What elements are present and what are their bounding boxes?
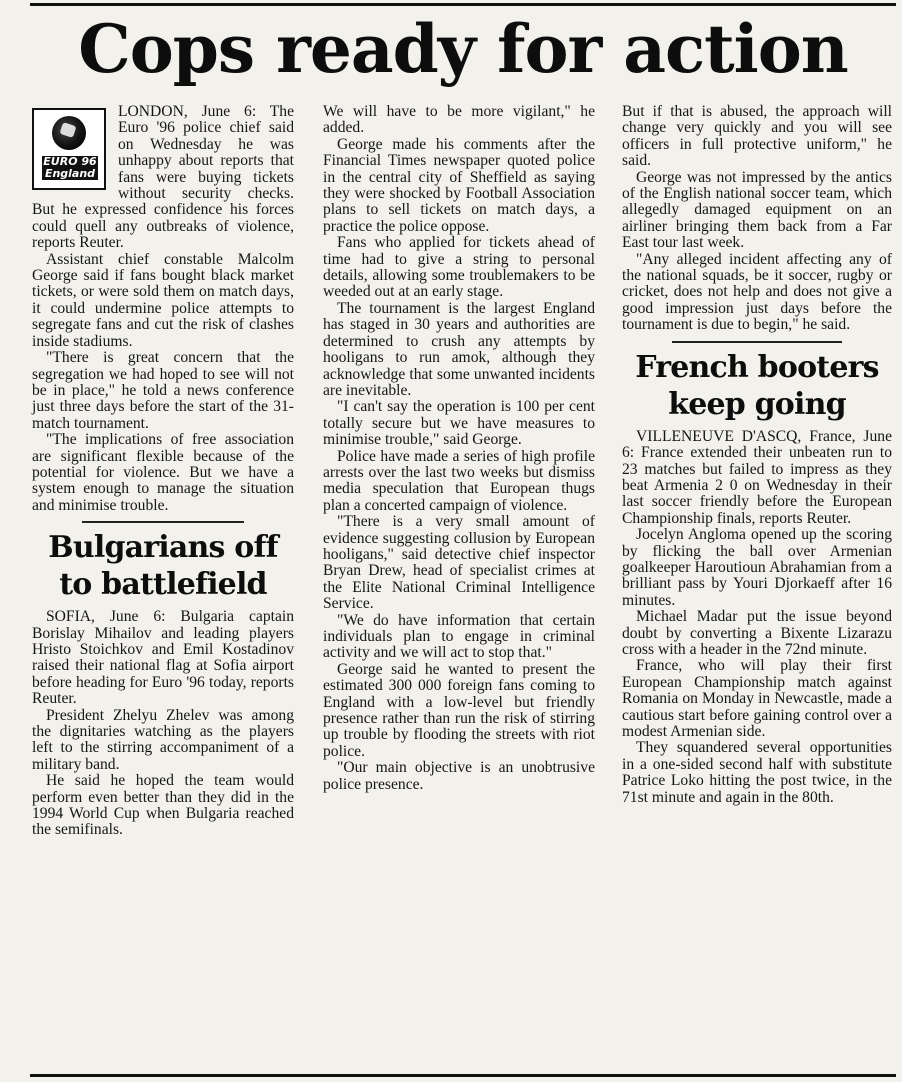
story1-paragraph: George said he wanted to present the estimated 300 000 foreign fans coming to England with a low-level but friendly presence rather than run the risk of stirring up trouble by flooding the streets with riot police.	[323, 660, 595, 760]
story1-paragraph: Assistant chief constable Malcolm George said if fans bought black market tickets, or were sold them on match days, it could undermine police attempts to segregate fans and cut the risk of clashes inside stadiums.	[32, 250, 294, 350]
story2-paragraph: SOFIA, June 6: Bulgaria captain Borislay Mihailov and leading players Hristo Stoichkov and Emil Kostadinov raised their national flag at Sofia airport before heading for Euro '96 today, reports Reuter.	[32, 608, 294, 708]
story2-paragraph: He said he hoped the team would perform even better than they did in the 1994 World Cup when Bulgaria reached the semifinals.	[32, 772, 294, 839]
story3-paragraph: VILLENEUVE D'ASCQ, France, June 6: France extended their unbeaten run to 23 matches but failed to impress as they beat Armenia 2 0 on Wednesday in their last soccer friendly before the European Championship finals, reports Reuter.	[622, 427, 892, 527]
story2-headline: Bulgarians off to battlefield	[48, 530, 278, 603]
story3-paragraph: Michael Madar put the issue beyond doubt by converting a Bixente Lizarazu cross with a header in the 72nd minute.	[622, 608, 892, 658]
column-1	[32, 104, 294, 839]
story3-paragraph: France, who will play their first European Championship match against Romania on Monday in Newcastle, made a cautious start before gaining control over a modest Armenian side.	[622, 657, 892, 740]
story1-paragraph: "There is a very small amount of evidence suggesting collusion by European hooligans," said detective chief inspector Bryan Drew, head of specialist crimes at the Elite National Criminal Intelligence Service.	[323, 513, 595, 613]
story3-headline: French booters keep going	[635, 349, 879, 422]
euro96-logo	[32, 108, 106, 190]
column-3	[622, 104, 892, 806]
column-2	[323, 104, 595, 793]
story1-paragraph: We will have to be more vigilant," he added.	[323, 103, 595, 137]
bottom-rule	[30, 1074, 896, 1077]
story1-paragraph: LONDON, June 6: The Euro '96 police chief said on Wednesday he was unhappy about reports that fans were buying tickets without security checks. But he expressed confidence his forces could quell any outbreaks of violence, reports Reuter.	[32, 103, 294, 252]
story2-paragraph: President Zhelyu Zhelev was among the dignitaries watching as the players left to the stirring accompaniment of a military band.	[32, 706, 294, 773]
story1-paragraph: George made his comments after the Financial Times newspaper quoted police in the central city of Sheffield as saying they were shocked by Football Association plans to sell tickets on match days, a practice the police oppose.	[323, 135, 595, 235]
story3-paragraph: They squandered several opportunities in a one-sided second half with substitute Patrice Loko hitting the post twice, in the 71st minute and again in the 80th.	[622, 739, 892, 806]
story1-paragraph: "I can't say the operation is 100 per cent totally secure but we have measures to minimise trouble," said George.	[323, 398, 595, 449]
football-icon	[52, 116, 86, 150]
story1-paragraph: But if that is abused, the approach will change very quickly and you will see officers in full protective uniform," he said.	[622, 103, 892, 170]
story1-paragraph: "Our main objective is an unobtrusive police presence.	[323, 759, 595, 793]
story3-paragraph: Jocelyn Angloma opened up the scoring by flicking the ball over Armenian goalkeeper Haroutioun Abrahamian from a brilliant pass by Youri Djorkaeff after 16 minutes.	[622, 526, 892, 609]
story1-paragraph: George was not impressed by the antics of the English national soccer team, which allegedly damaged equipment on an airliner bringing them back from a Far East tour last week.	[622, 168, 892, 252]
page-headline: Cops ready for action	[78, 10, 848, 88]
logo-text: EURO 96 England	[43, 155, 97, 180]
divider	[82, 521, 244, 523]
story1-paragraph: Fans who applied for tickets ahead of time had to give a string to personal details, allowing some troublemakers to be weeded out at an early stage.	[323, 234, 595, 301]
story1-paragraph: The tournament is the largest England has staged in 30 years and authorities are determined to crush any attempts by hooligans to run amok, although they acknowledge that some unwanted incidents are inevitable.	[323, 299, 595, 399]
story1-paragraph: Police have made a series of high profile arrests over the last two weeks but dismiss media speculation that European thugs plan a concerted campaign of violence.	[323, 447, 595, 514]
story1-paragraph: "Any alleged incident affecting any of the national squads, be it soccer, rugby or cricket, does not help and does not give a good impression just days before the tournament is due to begin," he said.	[622, 250, 892, 334]
story1-paragraph: "The implications of free association are significant flexible because of the potential for violence. But we have a system enough to manage the situation and minimise trouble.	[32, 431, 294, 514]
story1-paragraph: "There is great concern that the segregation we had hoped to see will not be in place," he told a news conference just three days before the start of the 31-match tournament.	[32, 349, 294, 432]
story1-paragraph: "We do have information that certain individuals plan to engage in criminal activity and we will act to stop that."	[323, 611, 595, 662]
divider	[672, 341, 842, 343]
